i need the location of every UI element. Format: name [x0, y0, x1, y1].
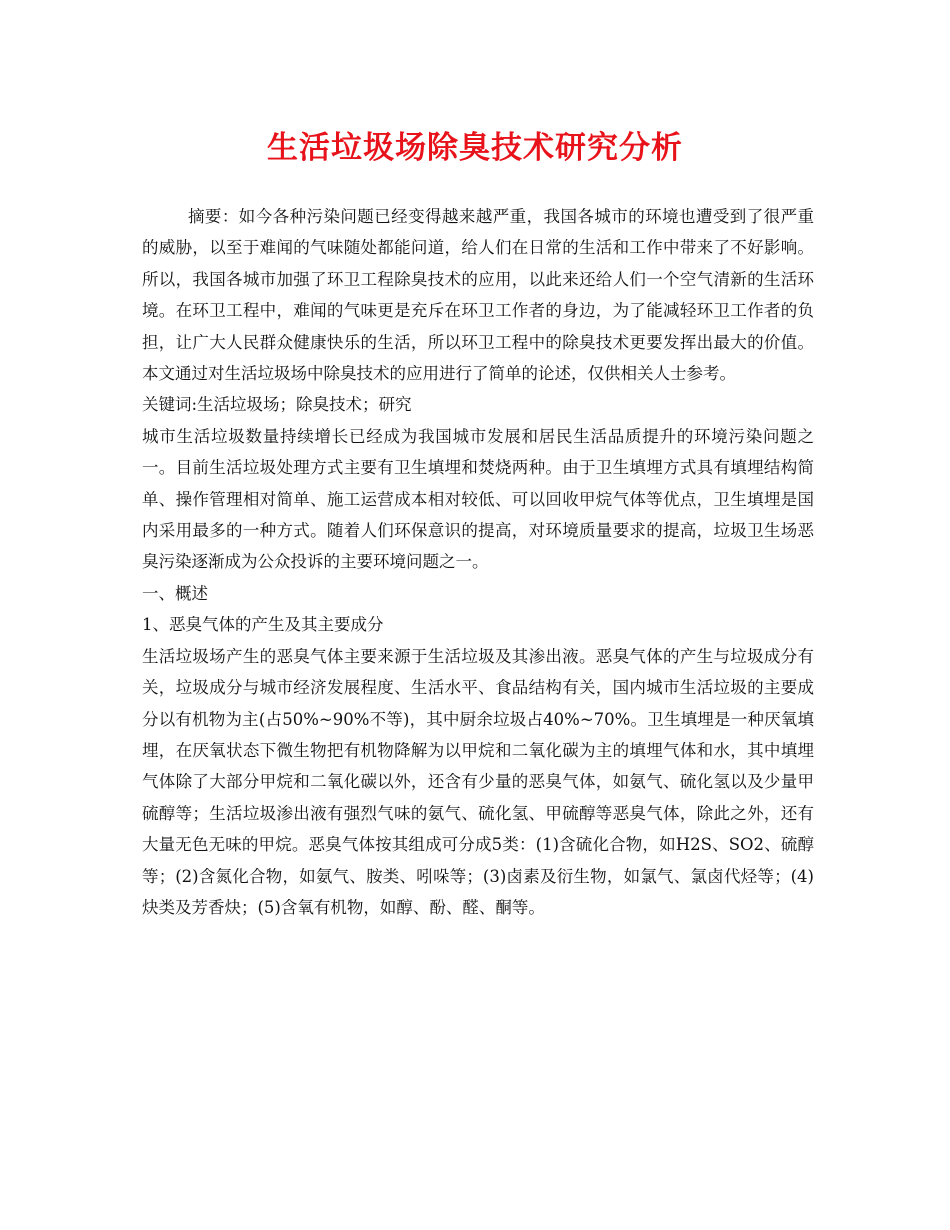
document-body	[142, 201, 814, 923]
keywords-paragraph: 关键词:生活垃圾场；除臭技术；研究	[142, 395, 412, 415]
subsection-heading: 1、恶臭气体的产生及其主要成分	[142, 615, 384, 635]
intro-paragraph: 城市生活垃圾数量持续增长已经成为我国城市发展和居民生活品质提升的环境污染问题之一。目前生活垃圾处理方式主要有卫生填埋和焚烧两种。由于卫生填埋方式具有填埋结构简单、操作管理相对简单、施工运营成本相对较低、可以回收甲烷气体等优点，卫生填埋是国内采用最多的一种方式。随着人们环保意识的提高，对环境质量要求的提高，垃圾卫生场恶臭污染逐渐成为公众投诉的主要环境问题之一。	[142, 426, 814, 572]
document-title: 生活垃圾场除臭技术研究分析	[267, 130, 683, 166]
abstract-paragraph: 摘要：如今各种污染问题已经变得越来越严重，我国各城市的环境也遭受到了很严重的威胁，以至于难闻的气味随处都能问道，给人们在日常的生活和工作中带来了不好影响。所以，我国各城市加强了环卫工程除臭技术的应用，以此来还给人们一个空气清新的生活环境。在环卫工程中，难闻的气味更是充斥在环卫工作者的身边，为了能减轻环卫工作者的负担，让广大人民群众健康快乐的生活，所以环卫工程中的除臭技术更要发挥出最大的价值。本文通过对生活垃圾场中除臭技术的应用进行了简单的论述，仅供相关人士参考。	[142, 207, 814, 384]
body-paragraph: 生活垃圾场产生的恶臭气体主要来源于生活垃圾及其渗出液。恶臭气体的产生与垃圾成分有关，垃圾成分与城市经济发展程度、生活水平、食品结构有关，国内城市生活垃圾的主要成分以有机物为主(占50%~90%不等)，其中厨余垃圾占40%~70%。卫生填埋是一种厌氧填埋，在厌氧状态下微生物把有机物降解为以甲烷和二氧化碳为主的填埋气体和水，其中填埋气体除了大部分甲烷和二氧化碳以外，还含有少量的恶臭气体，如氨气、硫化氢以及少量甲硫醇等；生活垃圾渗出液有强烈气味的氨气、硫化氢、甲硫醇等恶臭气体，除此之外，还有大量无色无味的甲烷。恶臭气体按其组成可分成5类：(1)含硫化合物，如H2S、SO2、硫醇等；(2)含氮化合物，如氨气、胺类、吲哚等；(3)卤素及衍生物，如氯气、氯卤代烃等；(4)炔类及芳香炔；(5)含氧有机物，如醇、酚、醛、酮等。	[142, 646, 814, 917]
section-heading: 一、概述	[142, 583, 208, 603]
